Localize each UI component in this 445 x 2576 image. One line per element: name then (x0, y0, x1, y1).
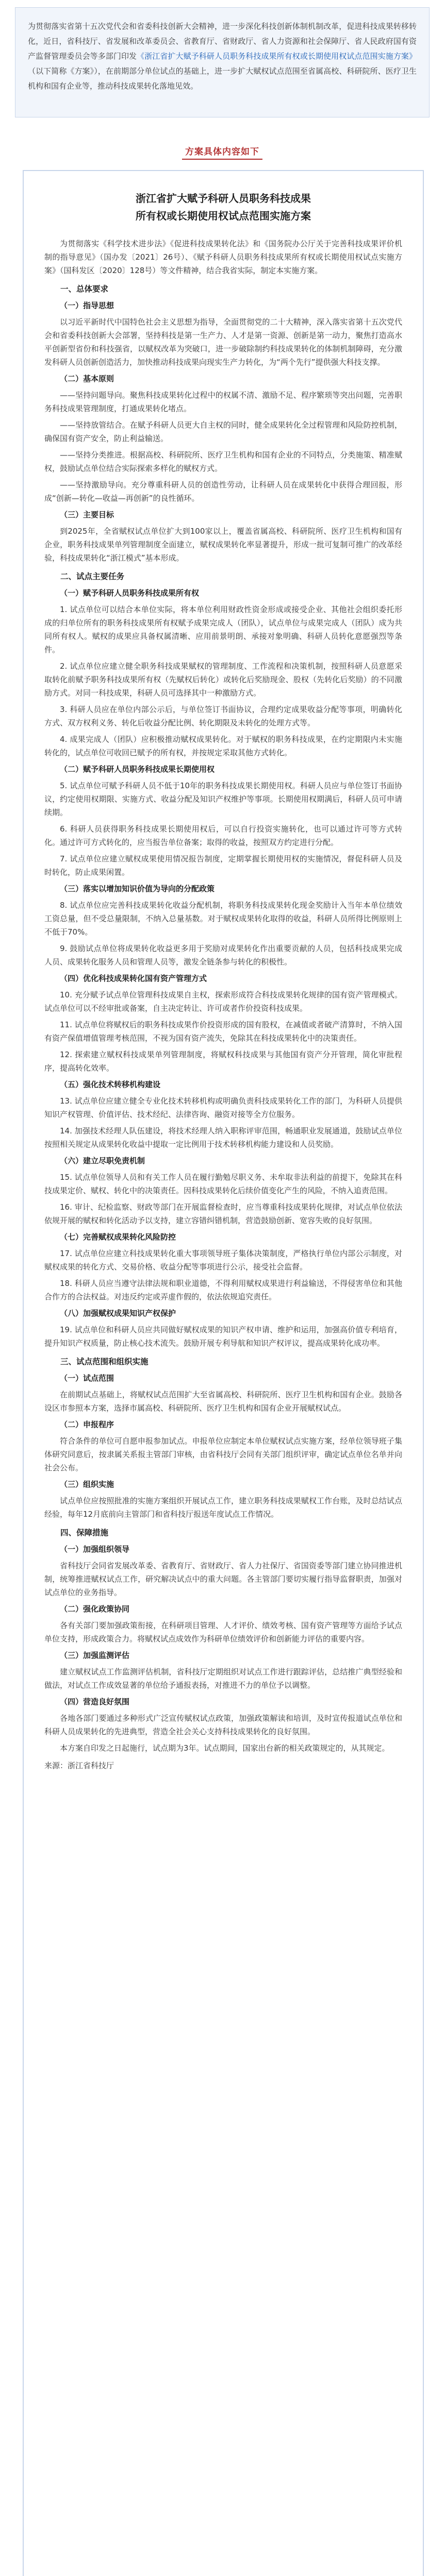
body-paragraph: 本方案自印发之日起施行，试点期为3年。试点期间，国家出台新的相关政策规定的，从其规定。 (60, 1743, 390, 1753)
section-heading-text: 方案具体内容如下 (182, 144, 262, 160)
section-heading-level2: （三）落实以增加知识价值为导向的分配政策 (60, 884, 215, 893)
policy-document-link[interactable]: 《浙江省扩大赋予科研人员职务科技成果所有权或长期使用权试点范围实施方案》 (137, 52, 417, 61)
section-heading-level1: 一、总体要求 (60, 284, 109, 294)
section-heading-level2: （一）试点范围 (60, 1374, 114, 1383)
section-heading-level2: （二）强化政策协同 (60, 1604, 130, 1614)
section-heading-level1: 四、保障措施 (60, 1528, 109, 1537)
body-paragraph: 符合条件的单位可自愿申报参加试点。申报单位应制定本单位赋权试点实施方案，经单位领导班子集体研究同意后，按隶属关系报主管部门审核，由省科技厅会同有关部门组织评审，确定试点单位名单并向社会公布。 (44, 1436, 402, 1472)
body-paragraph: 各有关部门要加强政策衔接，在科研项目管理、人才评价、绩效考核、国有资产管理等方面给予试点单位支持，形成政策合力。将赋权试点成效作为科研单位绩效评价和创新能力评估的重要内容。 (44, 1621, 402, 1643)
section-heading-level2: （二）赋予科研人员职务科技成果长期使用权 (60, 765, 215, 774)
section-heading-level2: （三）组织实施 (60, 1480, 114, 1489)
body-paragraph: 7. 试点单位应建立赋权成果使用情况报告制度，定期掌握长期使用权的实施情况，督促科研人员及时转化，防止成果闲置。 (44, 854, 402, 877)
body-paragraph: ——坚持激励导向。充分尊重科研人员的创造性劳动，让科研人员在成果转化中获得合理回报，形成“创新—转化—收益—再创新”的良性循环。 (44, 480, 402, 503)
body-paragraph: 建立赋权试点工作监测评估机制，省科技厅定期组织对试点工作进行跟踪评估，总结推广典型经验和做法，对试点工作成效显著的单位给予通报表扬，对推进不力的单位予以调整。 (44, 1667, 402, 1690)
body-paragraph: 3. 科研人员应在单位内部公示后，与单位签订书面协议，合理约定成果收益分配等事项，明确转化方式、双方权利义务、转化后收益分配比例、转化期限及未转化的处理方式等。 (44, 705, 402, 727)
section-heading-level2: （一）赋予科研人员职务科技成果所有权 (60, 588, 200, 598)
body-paragraph: 12. 探索建立赋权科技成果单列管理制度，将赋权科技成果与其他国有资产分开管理，简化审批程序，提高转化效率。 (44, 1050, 402, 1073)
body-paragraph: 19. 试点单位和科研人员应共同做好赋权成果的知识产权申请、维护和运用，加强高价值专利培育，提升知识产权质量，防止核心技术流失。鼓励开展专利导航和知识产权评议，提高成果转化成功率。 (44, 1325, 402, 1348)
section-heading-level2: （三）主要目标 (60, 510, 114, 519)
section-heading-level1: 三、试点范围和组织实施 (60, 1357, 149, 1366)
section-heading-level2: （六）建立尽职免责机制 (60, 1156, 145, 1165)
section-heading-level2: （四）优化科技成果转化国有资产管理方式 (60, 974, 207, 983)
intro-text-after: （以下简称《方案》），在前期部分单位试点的基础上，进一步扩大赋权试点范围至省属高校、科研院所、医疗卫生机构和国有企业等，推动科技成果转化落地见效。 (28, 66, 417, 91)
body-paragraph: 4. 成果完成人（团队）应积极推动赋权成果转化。对于赋权的职务科技成果，在约定期限内未实施转化的，试点单位可收回已赋予的所有权，并按规定采取其他方式转化。 (44, 735, 402, 757)
document-title-line2: 所有权或长期使用权试点范围实施方案 (136, 210, 311, 222)
section-heading-level2: （五）强化技术转移机构建设 (60, 1080, 161, 1089)
body-paragraph: 9. 鼓励试点单位将成果转化收益更多用于奖励对成果转化作出重要贡献的人员，包括科技成果完成人员、成果转化服务人员和管理人员等，激发全链条参与转化的积极性。 (44, 944, 402, 967)
document-frame (23, 170, 424, 2576)
section-heading-level2: （一）加强组织领导 (60, 1545, 130, 1554)
body-paragraph: ——坚持放管结合。在赋予科研人员更大自主权的同时，健全成果转化全过程管理和风险防控机制，确保国有资产安全，防止利益输送。 (44, 420, 402, 443)
body-paragraph: ——坚持分类推进。根据高校、科研院所、医疗卫生机构和国有企业的不同特点，分类施策、精准赋权，鼓励试点单位结合实际探索多样化的赋权方式。 (44, 450, 402, 473)
body-paragraph: 11. 试点单位将赋权后的职务科技成果作价投资形成的国有股权，在减值或者破产清算时，不纳入国有资产保值增值管理考核范围，不视为国有资产流失，免除其在科技成果转化中的决策责任。 (44, 1020, 402, 1043)
body-paragraph: 为贯彻落实《科学技术进步法》《促进科技成果转化法》和《国务院办公厅关于完善科技成果评价机制的指导意见》（国办发〔2021〕26号）、《赋予科研人员职务科技成果所有权或长期使用权试点实施方案》（国科发区〔2020〕128号）等文件精神，结合我省实际，制定本实施方案。 (44, 239, 402, 275)
body-paragraph: 省科技厅会同省发展改革委、省教育厅、省财政厅、省人力社保厅、省国资委等部门建立协同推进机制，统筹推进赋权试点工作，研究解决试点中的重大问题。各主管部门要切实履行指导监督职责，加强对试点单位的业务指导。 (44, 1561, 402, 1597)
body-paragraph: 6. 科研人员获得职务科技成果长期使用权后，可以自行投资实施转化，也可以通过许可等方式转化。通过许可方式转化的，应当报告单位备案；取得的收益，按照双方约定进行分配。 (44, 824, 402, 847)
section-heading-level2: （二）申报程序 (60, 1420, 114, 1429)
body-paragraph: ——坚持问题导向。聚焦科技成果转化过程中的权属不清、激励不足、程序繁琐等突出问题，完善职务科技成果管理制度，打通成果转化堵点。 (44, 391, 402, 413)
section-heading-level2: （一）指导思想 (60, 301, 114, 310)
body-paragraph: 5. 试点单位可赋予科研人员不低于10年的职务科技成果长期使用权。科研人员应与单位签订书面协议，约定使用权期限、实施方式、收益分配及知识产权维护等事项。长期使用权期满后，科研人员可申请续期。 (44, 781, 402, 817)
body-paragraph: 17. 试点单位应建立科技成果转化重大事项领导班子集体决策制度，严格执行单位内部公示制度，对赋权成果的转化方式、交易价格、收益分配等事项进行公示，接受社会监督。 (44, 1249, 402, 1272)
body-paragraph: 试点单位应按照批准的实施方案组织开展试点工作，建立职务科技成果赋权工作台账，及时总结试点经验，每年12月底前向主管部门和省科技厅报送年度试点工作情况。 (44, 1496, 402, 1519)
section-heading-level2: （三）加强监测评估 (60, 1651, 130, 1660)
body-paragraph: 18. 科研人员应当遵守法律法规和职业道德，不得利用赋权成果进行利益输送，不得侵害单位和其他合作方的合法权益。对违反约定或弄虚作假的，依法依规追究责任。 (44, 1279, 402, 1301)
body-paragraph: 15. 试点单位领导人员和有关工作人员在履行勤勉尽职义务、未牟取非法利益的前提下，免除其在科技成果定价、赋权、转化中的决策责任。因科技成果转化后续价值变化产生的风险，不纳入追责范围。 (44, 1173, 402, 1195)
intro-text-before: 为贯彻落实省第十五次党代会和省委科技创新大会精神，进一步深化科技创新体制机制改革，促进科技成果转移转化，近日，省科技厅、省发展和改革委员会、省教育厅、省财政厅、省人力资源和社会保障厅、省人民政府国有资产监督管理委员会等多部门印发 (28, 22, 417, 61)
body-paragraph: 16. 审计、纪检监察、财政等部门在开展监督检查时，应当尊重科技成果转化规律，对试点单位依法依规开展的赋权和转化活动予以支持，建立容错纠错机制，营造鼓励创新、宽容失败的良好氛围。 (44, 1202, 402, 1225)
body-paragraph: 2. 试点单位应建立健全职务科技成果赋权的管理制度、工作流程和决策机制，按照科研人员意愿采取转化前赋予职务科技成果所有权（先赋权后转化）或转化后奖励现金、股权（先转化后奖励）的不同激励方式。对同一科技成果，科研人员可选择其中一种激励方式。 (44, 662, 402, 698)
body-paragraph: 10. 充分赋予试点单位管理科技成果自主权，探索形成符合科技成果转化规律的国有资产管理模式。试点单位可以不经审批或备案，自主决定转让、许可或者作价投资科技成果。 (44, 990, 402, 1013)
body-paragraph: 8. 试点单位应完善科技成果转化收益分配机制，将职务科技成果转化现金奖励计入当年本单位绩效工资总量，但不受总量限制，不纳入总量基数。对于赋权成果转化取得的收益，科研人员所得比例原则上不低于70%。 (44, 901, 402, 937)
document-title-line1: 浙江省扩大赋予科研人员职务科技成果 (136, 192, 311, 205)
body-paragraph: 各地各部门要通过多种形式广泛宣传赋权试点政策，加强政策解读和培训，及时宣传报道试点单位和科研人员成果转化的先进典型，营造全社会关心支持科技成果转化的良好氛围。 (44, 1714, 402, 1736)
body-paragraph: 1. 试点单位可以结合本单位实际，将本单位利用财政性资金形成或接受企业、其他社会组织委托形成的归单位所有的职务科技成果所有权赋予成果完成人（团队），试点单位与成果完成人（团队）成为共同所有权人。赋权的成果应具备权属清晰、应用前景明朗、承接对象明确、科研人员转化意愿强烈等条件。 (44, 605, 402, 654)
body-paragraph: 以习近平新时代中国特色社会主义思想为指导，全面贯彻党的二十大精神，深入落实省第十五次党代会和省委科技创新大会部署，坚持科技是第一生产力、人才是第一资源、创新是第一动力，聚焦打造高水平创新型省份和科技强省，以赋权改革为突破口，进一步破除制约科技成果转化的体制机制障碍，充分激发科研人员创新创造活力，加快推动科技成果向现实生产力转化，为“两个先行”提供强大科技支撑。 (44, 317, 402, 367)
body-paragraph: 到2025年，全省赋权试点单位扩大到100家以上，覆盖省属高校、科研院所、医疗卫生机构和国有企业，职务科技成果单列管理制度全面建立，赋权成果转化率显著提升，形成一批可复制可推广的改革经验，科技成果转化“浙江模式”基本形成。 (44, 527, 402, 563)
section-heading-level1: 二、试点主要任务 (60, 572, 125, 581)
section-heading-level2: （二）基本原则 (60, 374, 114, 383)
source-note: 来源：浙江省科技厅 (44, 1761, 114, 1770)
section-heading (168, 143, 276, 161)
document-body (44, 237, 402, 1772)
body-paragraph: 13. 试点单位应建立健全专业化技术转移机构或明确负责科技成果转化工作的部门，为科研人员提供知识产权管理、价值评估、技术经纪、法律咨询、融资对接等全方位服务。 (44, 1096, 402, 1119)
body-paragraph: 14. 加强技术经理人队伍建设，将技术经理人纳入职称评审范围，畅通职业发展通道，鼓励试点单位按照相关规定从成果转化收益中提取一定比例用于技术转移机构能力建设和人员奖励。 (44, 1126, 402, 1149)
section-heading-level2: （八）加强赋权成果知识产权保护 (60, 1309, 176, 1318)
body-paragraph: 在前期试点基础上，将赋权试点范围扩大至省属高校、科研院所、医疗卫生机构和国有企业。鼓励各设区市参照本方案，选择市属高校、科研院所、医疗卫生机构和国有企业开展赋权试点。 (44, 1390, 402, 1413)
section-heading-level2: （七）完善赋权成果转化风险防控 (60, 1232, 176, 1242)
intro-summary (15, 7, 430, 117)
section-heading-level2: （四）营造良好氛围 (60, 1697, 130, 1706)
